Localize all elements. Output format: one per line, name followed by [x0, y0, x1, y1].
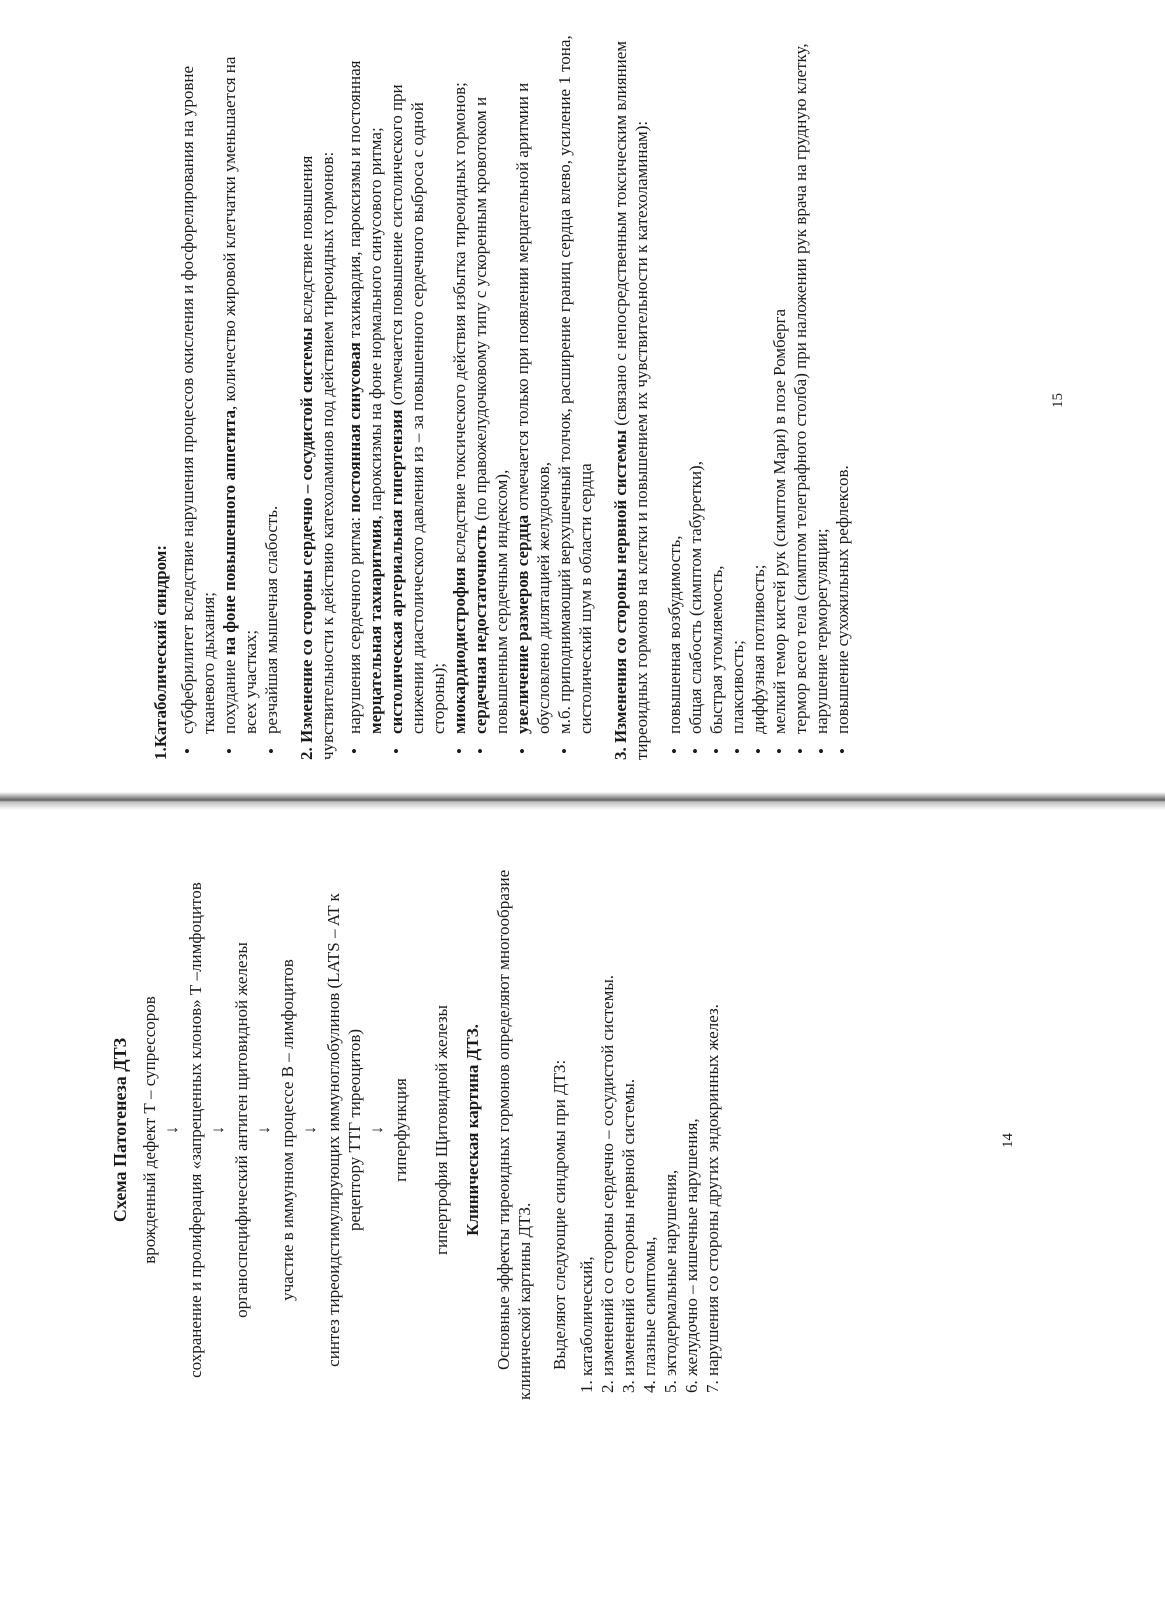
scheme-step-7: гипертрофия Щитовидной железы — [432, 1005, 451, 1255]
list-item: • сердечная недостаточность (по правожелудочковому типу с ускоренным кровотоком и повышенным сердечным индексом), — [470, 30, 512, 734]
scheme-step-2: сохранение и пролиферация «запрещенных клонов» Т –лимфоцитов — [186, 882, 205, 1378]
page-number-14: 14 — [1000, 1133, 1016, 1148]
page-14 — [110, 860, 723, 1400]
scheme-title: Схема Патогенеза ДТЗ — [110, 1037, 130, 1223]
sec1-list — [177, 30, 282, 760]
list-item: • похудание на фоне повышенного аппетита, количество жировой клетчатки уменьшается на всех участках; — [219, 30, 261, 734]
list-item: 2. изменений со стороны сердечно – сосудистой системы. — [597, 860, 618, 1376]
list-item: • термор всего тела (симптом телеграфного столба) при наложении рук врача на грудную клетку, — [790, 30, 811, 734]
list-item: 5. эктодермальные нарушения, — [660, 860, 681, 1376]
page-number-15: 15 — [1050, 393, 1066, 408]
scheme-step-1: врожденный дефект Т – супрессоров — [140, 996, 159, 1264]
scheme-step-5: синтез тиреоидстимулирующих иммуноглобулинов (LATS – AT к рецептору ТТГ тиреоцитов) — [324, 893, 364, 1367]
page-fold — [0, 792, 1165, 810]
syndromes-intro: Выделяют следующие синдромы при ДТЗ: — [550, 1059, 569, 1370]
page-15 — [150, 30, 861, 760]
clinical-title: Клиническая картина ДТЗ. — [463, 1024, 482, 1236]
list-item: • резчайшая мышечная слабость. — [261, 30, 282, 734]
list-item: • нарушение терморегуляции; — [811, 30, 832, 734]
list-item: • диффузная потливость; — [748, 30, 769, 734]
sec1-title: 1.Катаболический синдром: — [151, 545, 170, 760]
scheme-step-6: гиперфункция — [391, 1078, 410, 1182]
sec2-list — [344, 30, 596, 760]
list-item: 4. глазные симптомы, — [639, 860, 660, 1376]
arrow-down-icon — [163, 860, 181, 1400]
sec3-title: 3. Изменения со стороны нервной системы (связано с непосредственным токсическим влиянием тиреоидных гормонов на клетки и повышением их чувствительности к катехоламинам): — [611, 40, 651, 760]
sec3-list — [664, 30, 853, 760]
arrow-down-icon — [301, 860, 319, 1400]
syndromes-list — [576, 860, 723, 1400]
list-item: • плаксивость; — [727, 30, 748, 734]
arrow-down-icon — [255, 860, 273, 1400]
list-item: 1. катаболический, — [576, 860, 597, 1376]
scheme-step-3: органоспецифический антиген щитовидной железы — [232, 942, 251, 1318]
list-item: • повышение сухожильных рефлексов. — [832, 30, 853, 734]
list-item: • систолическая артериальная гипертензия (отмечается повышение систолического при снижении диастолического давления из – за повышенного сердечного выброса с одной стороны); — [386, 30, 449, 734]
list-item: • мелкий темор кистей рук (симптом Мари) в позе Ромберга — [769, 30, 790, 734]
list-item: • субфебрилитет вследствие нарушения процессов окисления и фосфорелирования на уровне тканевого дыхания; — [177, 30, 219, 734]
arrow-down-icon — [368, 860, 386, 1400]
arrow-down-icon — [209, 860, 227, 1400]
list-item: • увеличение размеров сердца отмечается только при появлении мерцательной аритмии и обусловлено дилятацией желудочков, — [512, 30, 554, 734]
list-item: • быстрая утомляемость, — [706, 30, 727, 734]
list-item: • миокардиодистрофия вследствие токсического действия избытка тиреоидных гормонов; — [449, 30, 470, 734]
scheme-step-4: участие в иммунном процессе В – лимфоцитов — [278, 959, 297, 1301]
list-item: 3. изменений со стороны нервной системы. — [618, 860, 639, 1376]
list-item: • повышенная возбудимость, — [664, 30, 685, 734]
sec2-title: 2. Изменение со стороны сердечно – сосудистой системы вследствие повышения чувствительности к действию катехоламинов под действием тиреоидных гормонов: — [297, 151, 337, 760]
list-item: 7. нарушения со стороны других эндокринных желез. — [702, 860, 723, 1376]
list-item: • м.б. приподнимающий верхушечный толчок, расширение границ сердца влево, усиление 1 тона, систолический шум в области сердца — [554, 30, 596, 734]
clinical-intro: Основные эффекты тиреоидных гормонов определяют многообразие клинической картины ДТЗ. — [494, 869, 534, 1400]
list-item: • нарушения сердечного ритма: постоянная синусовая тахикардия, пароксизмы и постоянная мерцательная тахиаритмия, пароксизмы на фоне нормального синусового ритма; — [344, 30, 386, 734]
list-item: • общая слабость (симптом табуретки), — [685, 30, 706, 734]
list-item: 6. желудочно – кишечные нарушения, — [681, 860, 702, 1376]
